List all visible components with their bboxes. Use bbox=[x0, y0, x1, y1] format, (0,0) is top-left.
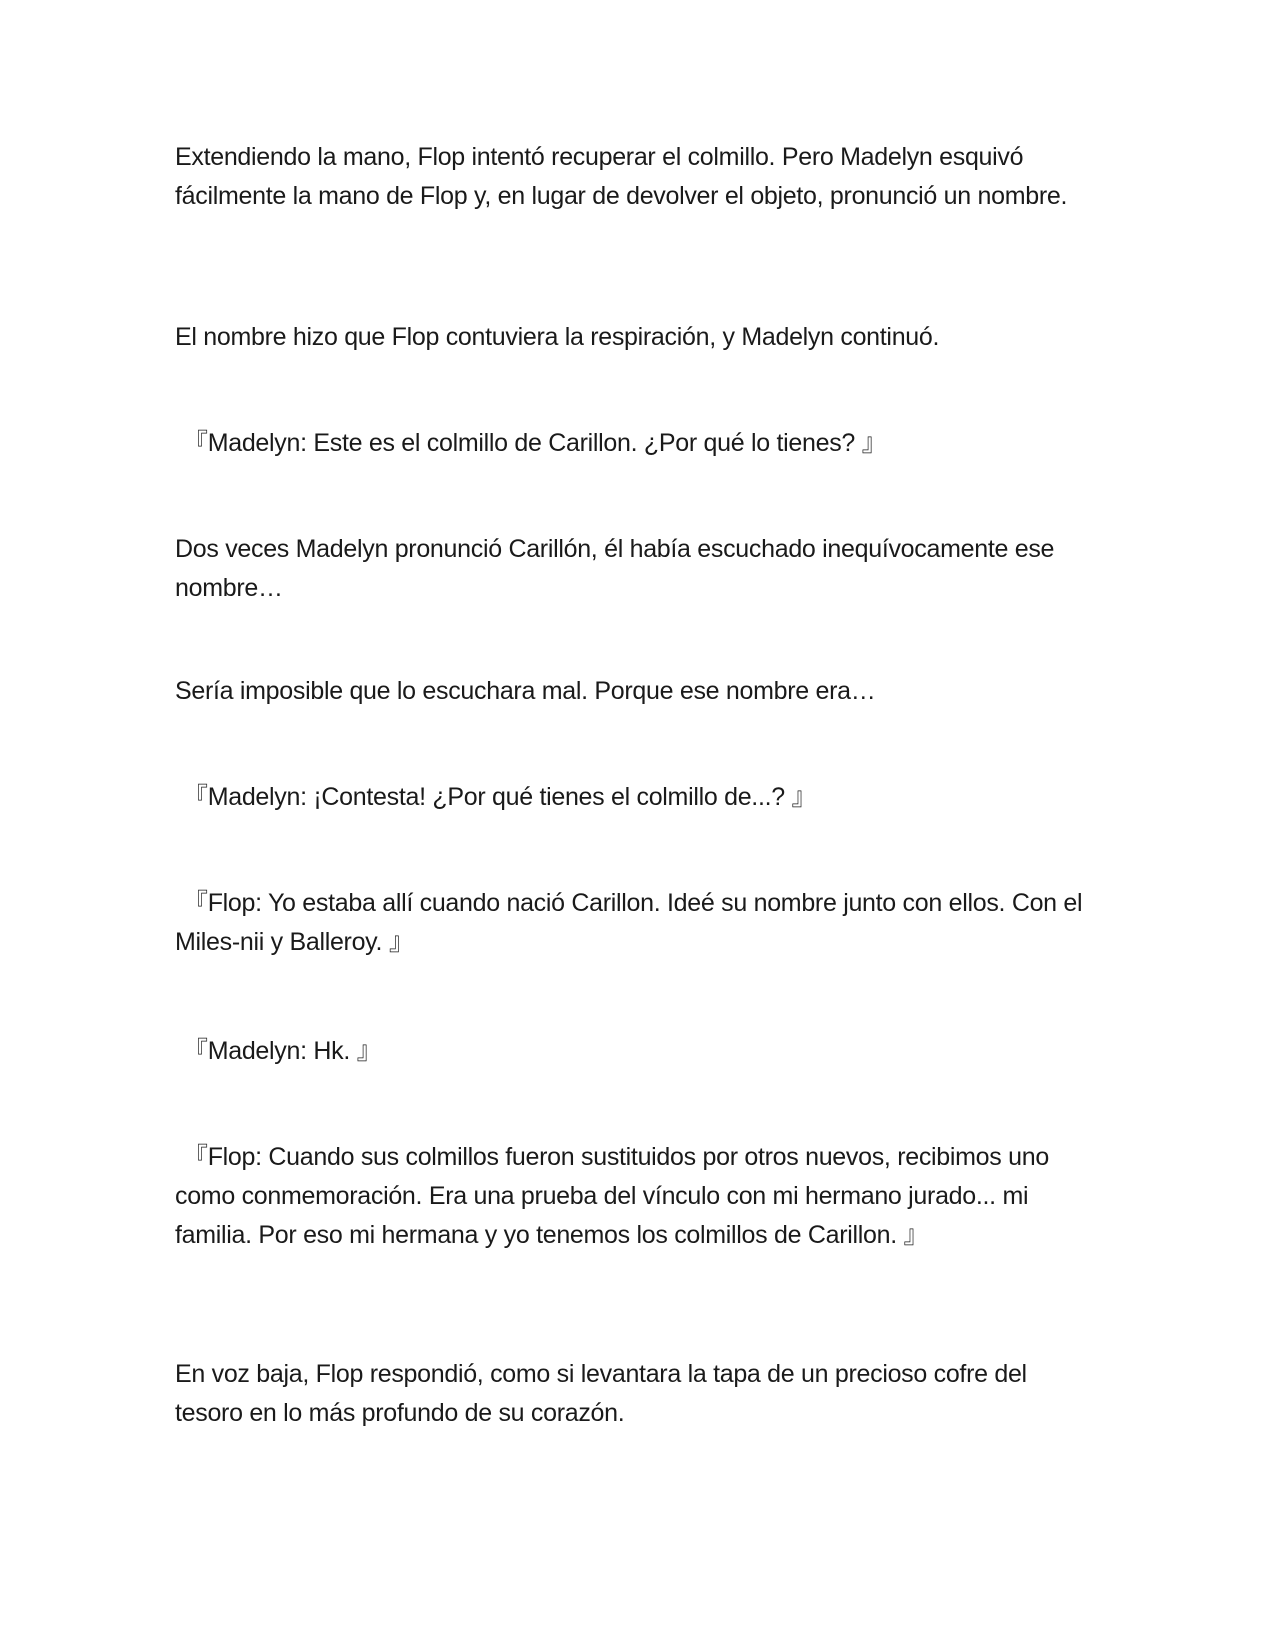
paragraph-5: En voz baja, Flop respondió, como si levantara la tapa de un precioso cofre del tesoro en lo más profundo de su corazón. bbox=[175, 1360, 1027, 1427]
paragraph-3: Dos veces Madelyn pronunció Carillón, él había escuchado inequívocamente ese nombre… bbox=[175, 535, 1055, 602]
paragraph-2: El nombre hizo que Flop contuviera la respiración, y Madelyn continuó. bbox=[175, 323, 940, 351]
dialogue-madelyn-1: 『Madelyn: Este es el colmillo de Carillon. ¿Por qué lo tienes? 』 bbox=[183, 429, 887, 457]
dialogue-madelyn-2: 『Madelyn: ¡Contesta! ¿Por qué tienes el colmillo de...? 』 bbox=[183, 783, 817, 811]
dialogue-flop-1: 『Flop: Yo estaba allí cuando nació Carillon. Ideé su nombre junto con ellos. Con el Miles-nii y Balleroy. 』 bbox=[175, 889, 1083, 956]
dialogue-madelyn-3: 『Madelyn: Hk. 』 bbox=[183, 1037, 382, 1065]
dialogue-flop-2: 『Flop: Cuando sus colmillos fueron sustituidos por otros nuevos, recibimos uno como conmemoración. Era una prueba del vínculo con mi hermano jurado... mi familia. Por eso mi hermana y yo tenemos los colmillos de Carillon. 』 bbox=[175, 1143, 1049, 1249]
paragraph-1: Extendiendo la mano, Flop intentó recuperar el colmillo. Pero Madelyn esquivó fácilmente la mano de Flop y, en lugar de devolver el objeto, pronunció un nombre. bbox=[175, 143, 1068, 210]
paragraph-4: Sería imposible que lo escuchara mal. Porque ese nombre era… bbox=[175, 677, 876, 705]
